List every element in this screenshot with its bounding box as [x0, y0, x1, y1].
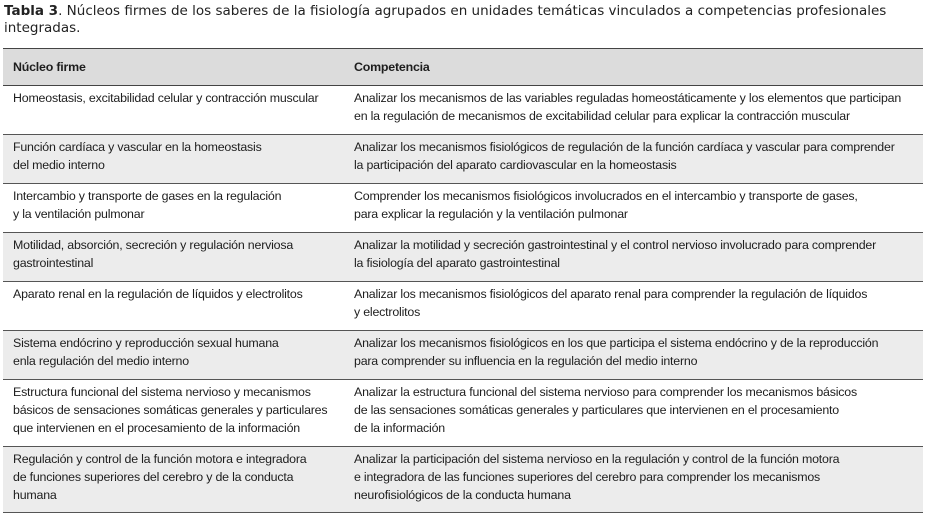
competencia-cell: Analizar la estructura funcional del sistema nervioso para comprender los mecanismos básicos de las sensaciones somáticas generales y particulares que intervienen en el procesamiento de la información [354, 385, 857, 436]
table-caption-text: . Núcleos firmes de los saberes de la fisiología agrupados en unidades temáticas vinculados a competencias profesionales integradas. [4, 3, 887, 36]
table-row [3, 233, 923, 282]
competencia-cell: Analizar los mecanismos fisiológicos de regulación de la función cardíaca y vascular para comprender la participación del aparato cardiovascular en la homeostasis [354, 140, 895, 173]
competencia-cell: Comprender los mecanismos fisiológicos involucrados en el intercambio y transporte de gases, para explicar la regulación y la ventilación pulmonar [354, 189, 858, 222]
competencia-cell: Analizar la motilidad y secreción gastrointestinal y el control nervioso involucrado para comprender la fisiología del aparato gastrointestinal [354, 238, 877, 271]
table-row [3, 447, 923, 513]
nucleo-firme-cell: Aparato renal en la regulación de líquidos y electrolitos [13, 287, 303, 301]
column-header-competencia: Competencia [354, 59, 430, 74]
nucleo-firme-cell: Sistema endócrino y reproducción sexual humana enla regulación del medio interno [13, 336, 279, 369]
table-row [3, 135, 923, 184]
table-row [3, 380, 923, 447]
competencia-cell: Analizar la participación del sistema nervioso en la regulación y control de la función motora e integradora de las funciones superiores del cerebro para comprender los mecanismos neurofisiológicos de la conducta humana [354, 452, 840, 503]
competencia-cell: Analizar los mecanismos fisiológicos en los que participa el sistema endócrino y de la reproducción para comprender su influencia en la regulación del medio interno [354, 336, 879, 369]
table-header-row [3, 49, 923, 86]
table-row [3, 282, 923, 331]
table-row [3, 86, 923, 135]
competencies-table [3, 48, 923, 513]
nucleo-firme-cell: Motilidad, absorción, secreción y regulación nerviosa gastrointestinal [13, 238, 294, 271]
table-row [3, 184, 923, 233]
table-caption-label: Tabla 3 [4, 3, 59, 19]
table-row [3, 331, 923, 380]
table-caption [4, 3, 924, 37]
nucleo-firme-cell: Regulación y control de la función motora e integradora de funciones superiores del cerebro y de la conducta humana [13, 452, 307, 503]
nucleo-firme-cell: Función cardíaca y vascular en la homeostasis del medio interno [13, 140, 262, 173]
nucleo-firme-cell: Intercambio y transporte de gases en la regulación y la ventilación pulmonar [13, 189, 282, 222]
nucleo-firme-cell: Estructura funcional del sistema nervioso y mecanismos básicos de sensaciones somáticas generales y particulares que intervienen en el procesamiento de la información [13, 385, 328, 436]
column-header-nucleo-firme: Núcleo firme [13, 59, 86, 74]
table-body [3, 86, 923, 513]
nucleo-firme-cell: Homeostasis, excitabilidad celular y contracción muscular [13, 91, 319, 105]
table-header [3, 49, 923, 86]
competencia-cell: Analizar los mecanismos fisiológicos del aparato renal para comprender la regulación de líquidos y electrolitos [354, 287, 868, 320]
competencia-cell: Analizar los mecanismos de las variables reguladas homeostáticamente y los elementos que participan en la regulación de mecanismos de excitabilidad celular para explicar la contracción muscular [354, 91, 902, 124]
